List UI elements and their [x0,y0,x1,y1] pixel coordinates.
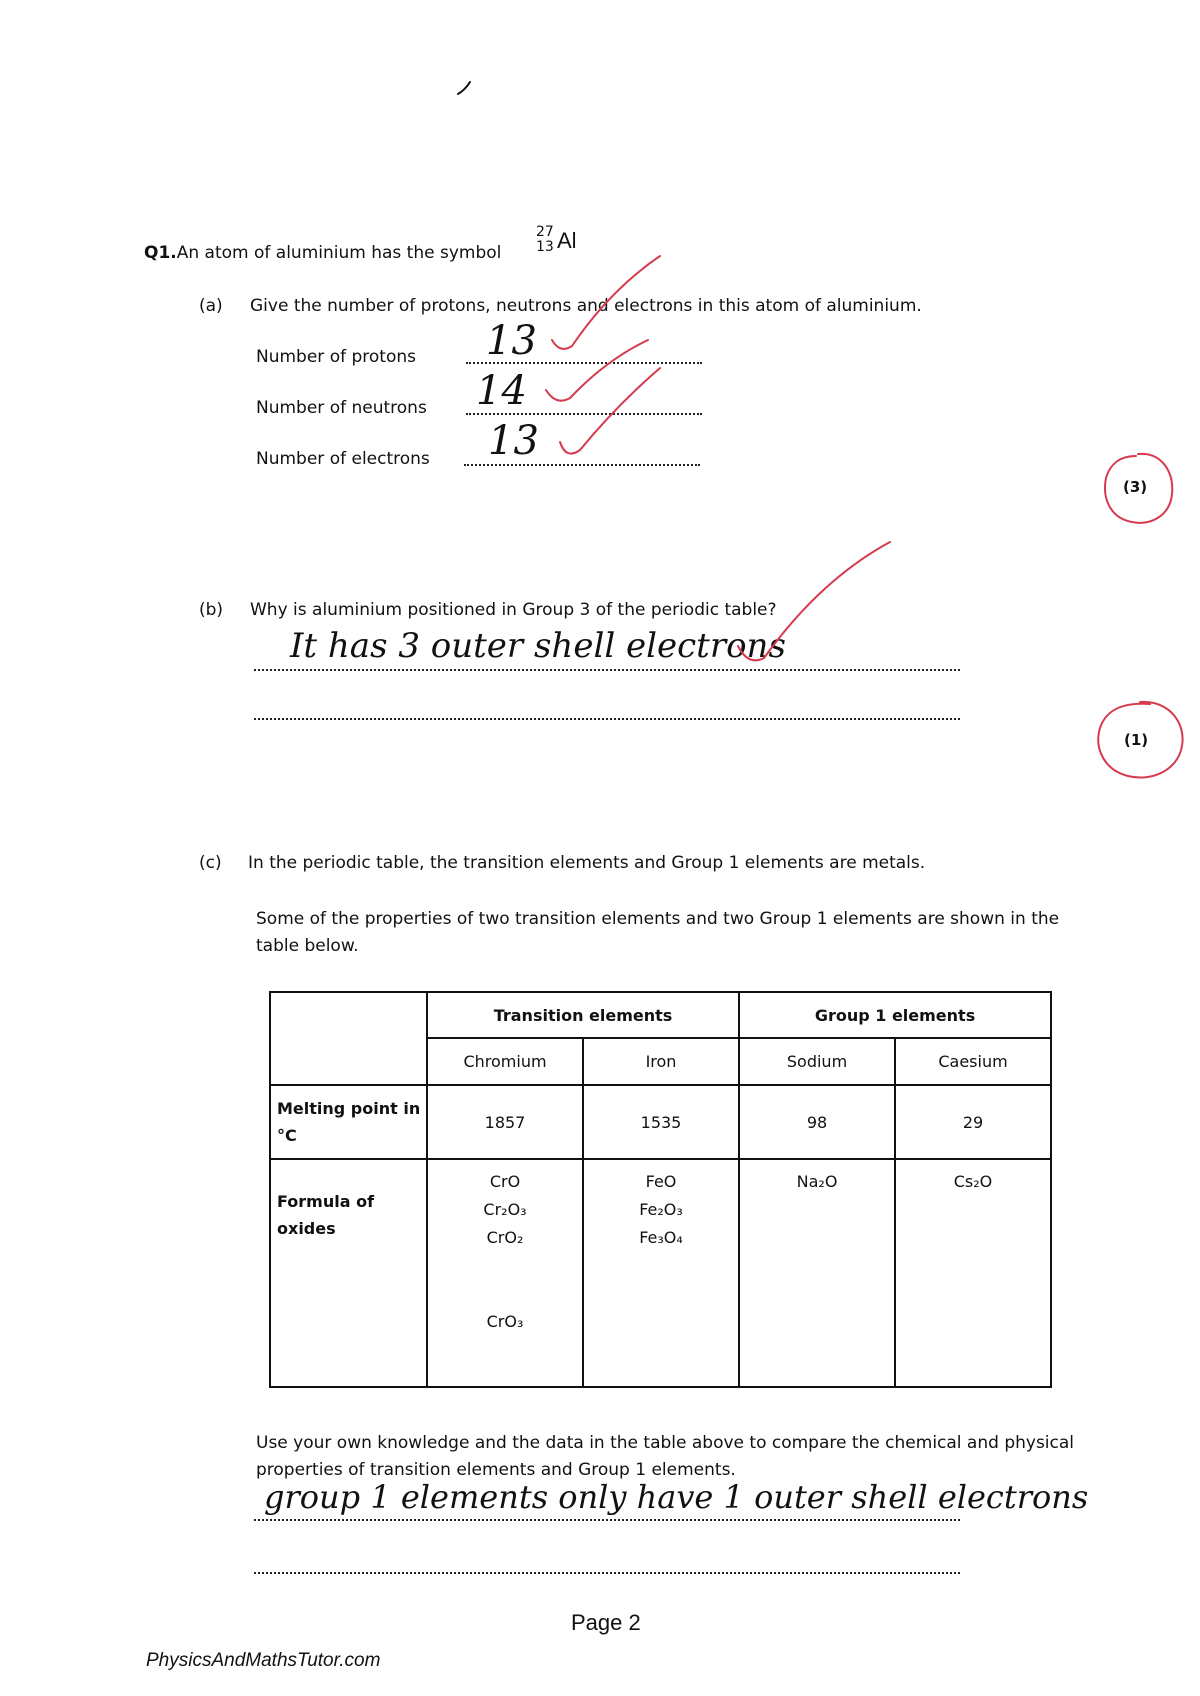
part-c-answer-line-2 [254,1572,960,1574]
question-number: Q1. [144,243,177,263]
part-c-instruction: Use your own knowledge and the data in the table above to compare the chemical and physical properties of transition elements and Group 1 elements. [256,1433,1075,1480]
element-chromium: Chromium [427,1038,583,1085]
oxides-chromium [427,1159,583,1387]
marks-a: (3) [1123,478,1148,496]
electrons-label: Number of electrons [256,449,430,469]
element-caesium: Caesium [895,1038,1051,1085]
oxide-formula: Fe₃O₄ [639,1228,683,1247]
oxide-formula: CrO₂ [486,1228,524,1247]
oxide-formula: CrO [489,1172,521,1191]
melting-caesium: 29 [895,1085,1051,1159]
oxides-caesium [895,1159,1051,1387]
oxide-formula: Fe₂O₃ [639,1200,683,1219]
stray-pen-mark [455,78,475,98]
part-b-answer: It has 3 outer shell electrons [290,626,786,666]
part-a-text: Give the number of protons, neutrons and electrons in this atom of aluminium. [250,296,922,316]
part-b-letter: (b) [199,600,224,620]
part-c-text2: Some of the properties of two transition elements and two Group 1 elements are shown in the table below. [256,909,1060,956]
oxide-formula: CrO₃ [486,1312,524,1331]
question-heading [144,243,501,263]
table-corner-cell [270,992,427,1085]
site-name: PhysicsAndMathsTutor.com [146,1650,381,1671]
header-transition: Transition elements [427,992,739,1038]
atomic-number: 13 [536,239,554,255]
properties-table [269,991,1052,1388]
page-number: Page 2 [571,1610,641,1635]
melting-sodium: 98 [739,1085,895,1159]
part-a-letter: (a) [199,296,223,316]
oxides-label: Formula of oxides [270,1159,427,1387]
melting-iron: 1535 [583,1085,739,1159]
part-c-answer: group 1 elements only have 1 outer shell electrons [264,1478,1089,1516]
question-intro: An atom of aluminium has the symbol [176,243,502,263]
oxides-sodium [739,1159,895,1387]
element-symbol: Al [557,228,577,253]
neutrons-answer: 14 [476,368,527,414]
oxide-formula: Cs₂O [953,1172,993,1191]
oxide-formula: Cr₂O₃ [483,1200,527,1219]
neutrons-label: Number of neutrons [256,398,427,418]
part-b-text: Why is aluminium positioned in Group 3 of the periodic table? [250,600,777,620]
protons-label: Number of protons [256,347,416,367]
oxides-iron [583,1159,739,1387]
protons-answer: 13 [486,318,537,364]
marks-b: (1) [1124,731,1149,749]
melting-chromium: 1857 [427,1085,583,1159]
mass-number: 27 [536,224,554,240]
element-sodium: Sodium [739,1038,895,1085]
part-c-answer-line-1 [254,1519,960,1521]
part-c-text: In the periodic table, the transition elements and Group 1 elements are metals. [248,853,926,873]
part-b-answer-line-2 [254,718,960,720]
melting-point-label: Melting point in °C [270,1085,427,1159]
header-group1: Group 1 elements [739,992,1051,1038]
part-c-letter: (c) [199,853,222,873]
element-iron: Iron [583,1038,739,1085]
oxide-formula: Na₂O [796,1172,838,1191]
marking-ticks-a [530,250,690,470]
electrons-answer: 13 [488,418,539,464]
oxide-formula: FeO [645,1172,677,1191]
marking-tick-b [720,540,900,680]
